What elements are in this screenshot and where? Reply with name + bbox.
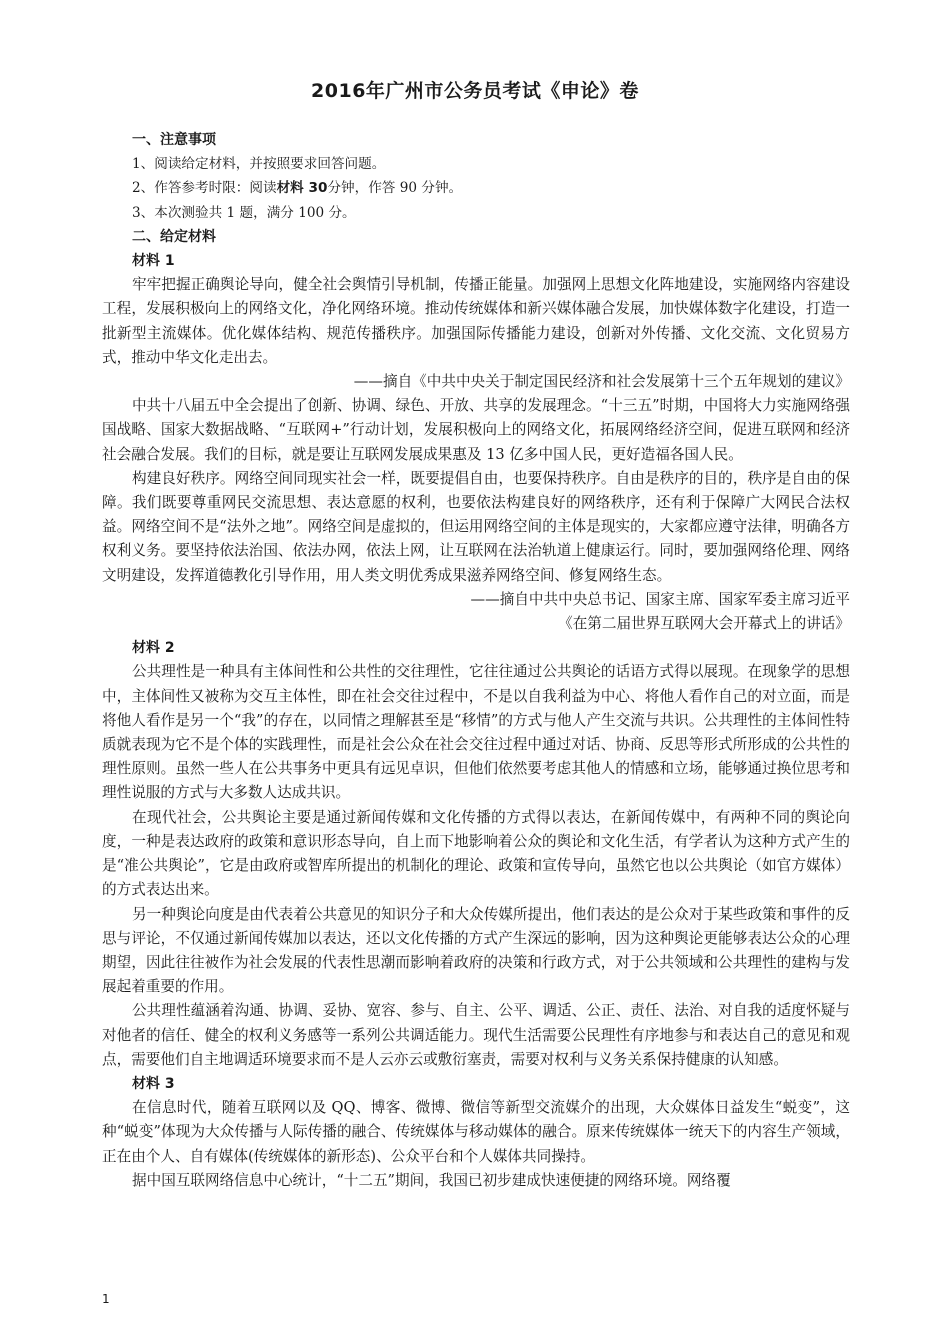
material-1-paragraph-1: 牢牢把握正确舆论导向，健全社会舆情引导机制，传播正能量。加强网上思想文化阵地建设，实施网络内容建设工程，发展积极向上的网络文化，净化网络环境。推动传统媒体和新兴媒体融合发展，加快媒体数字化建设，打造一批新型主流媒体。优化媒体结构、规范传播秩序。加强国际传播能力建设，创新对外传播、文化交流、文化贸易方式，推动中华文化走出去。 [102, 276, 850, 366]
material-2-paragraph-2: 在现代社会，公共舆论主要是通过新闻传媒和文化传播的方式得以表达，在新闻传媒中，有两种不同的舆论向度，一种是表达政府的政策和意识形态导向，自上而下地影响着公众的舆论和文化生活，有学者认为这种方式产生的是“准公共舆论”，它是由政府或智库所提出的机制化的理论、政策和宣传导向，虽然它也以公共舆论（如官方媒体）的方式表达出来。 [102, 808, 850, 899]
section-heading-notice: 一、注意事项 [132, 132, 216, 148]
page-number: 1 [102, 1292, 110, 1306]
material-2-paragraph-3: 另一种舆论向度是由代表着公共意见的知识分子和大众传媒所提出，他们表达的是公众对于某些政策和事件的反思与评论，不仅通过新闻传媒加以表达，还以文化传播的方式产生深远的影响，因为这种舆论更能够表达公众的心理期望，因此往往被作为社会发展的代表性思潮而影响着政府的决策和行政方式，对于公共领域和公共理性的建构与发展起着重要的作用。 [102, 905, 850, 996]
material-2-paragraph-4: 公共理性蕴涵着沟通、协调、妥协、宽容、参与、自主、公平、调适、公正、责任、法治、对自我的适度怀疑与对他者的信任、健全的权利义务感等一系列公共调适能力。现代生活需要公民理性有序地参与和表达自己的意见和观点，需要他们自主地调适环境要求而不是人云亦云或敷衍塞责，需要对权利与义务关系保持健康的认知感。 [102, 1002, 850, 1068]
material-2-paragraph-1: 公共理性是一种具有主体间性和公共性的交往理性，它往往通过公共舆论的话语方式得以展现。在现象学的思想中，主体间性又被称为交互主体性，即在社会交往过程中，不是以自我利益为中心、将他人看作自己的对立面，而是将他人看作是另一个“我”的存在，以同情之理解甚至是“移情”的方式与他人产生交流与共识。公共理性的主体间性特质就表现为它不是个体的实践理性，而是社会公众在社会交往过程中通过对话、协商、反思等形式所形成的公共性的理性原则。虽然一些人在公共事务中更具有远见卓识，但他们依然要考虑其他人的情感和立场，能够通过换位思考和理性说服的方式与大多数人达成共识。 [102, 663, 850, 802]
material-3-paragraph-1: 在信息时代，随着互联网以及 QQ、博客、微博、微信等新型交流媒介的出现，大众媒体日益发生“蜕变”，这种“蜕变”体现为大众传播与人际传播的融合、传统媒体与移动媒体的融合。原来传统媒体一统天下的内容生产领域，正在由个人、自有媒体(传统媒体的新形态)、公众平台和个人媒体共同操持。 [102, 1099, 850, 1165]
notice-item-2-prefix: 2、作答参考时限：阅读 [132, 180, 277, 197]
material-1-citation-2-line-1: ——摘自中共中央总书记、国家主席、国家军委主席习近平 [470, 590, 850, 608]
material-1-label: 材料 1 [132, 253, 175, 270]
material-1-paragraph-3: 构建良好秩序。网络空间同现实社会一样，既要提倡自由，也要保持秩序。自由是秩序的目的，秩序是自由的保障。我们既要尊重网民交流思想、表达意愿的权利，也要依法构建良好的网络秩序，还有利于保障广大网民合法权益。网络空间不是“法外之地”。网络空间是虚拟的，但运用网络空间的主体是现实的，大家都应遵守法律，明确各方权利义务。要坚持依法治国、依法办网，依法上网，让互联网在法治轨道上健康运行。同时，要加强网络伦理、网络文明建设，发挥道德教化引导作用，用人类文明优秀成果滋养网络空间、修复网络生态。 [102, 469, 850, 584]
notice-item-3: 3、本次测验共 1 题，满分 100 分。 [132, 204, 356, 221]
notice-item-2-bold: 材料 30 [276, 180, 328, 197]
document-body [102, 128, 850, 1193]
material-3-label: 材料 3 [132, 1075, 175, 1092]
page-title: 2016年广州市公务员考试《申论》卷 [311, 80, 639, 102]
material-3-paragraph-2: 据中国互联网络信息中心统计，“十二五”期间，我国已初步建成快速便捷的网络环境。网络覆 [132, 1171, 731, 1189]
material-1-paragraph-2: 中共十八届五中全会提出了创新、协调、绿色、开放、共享的发展理念。“十三五”时期，中国将大力实施网络强国战略、国家大数据战略、“互联网+”行动计划，发展积极向上的网络文化，拓展网络经济空间，促进互联网和经济社会融合发展。我们的目标，就是要让互联网发展成果惠及 13 亿多中国人民，更好造福各国人民。 [102, 397, 850, 463]
notice-item-2 [102, 176, 850, 200]
notice-item-1: 1、阅读给定材料，并按照要求回答问题。 [132, 156, 386, 173]
material-1-citation-1: ——摘自《中共中央关于制定国民经济和社会发展第十三个五年规划的建议》 [353, 373, 850, 391]
material-1-citation-2-line-2: 《在第二届世界互联网大会开幕式上的讲话》 [558, 615, 850, 633]
material-2-label: 材料 2 [132, 640, 175, 657]
section-heading-materials: 二、给定材料 [132, 228, 216, 245]
notice-item-2-suffix: 分钟，作答 90 分钟。 [327, 180, 463, 197]
